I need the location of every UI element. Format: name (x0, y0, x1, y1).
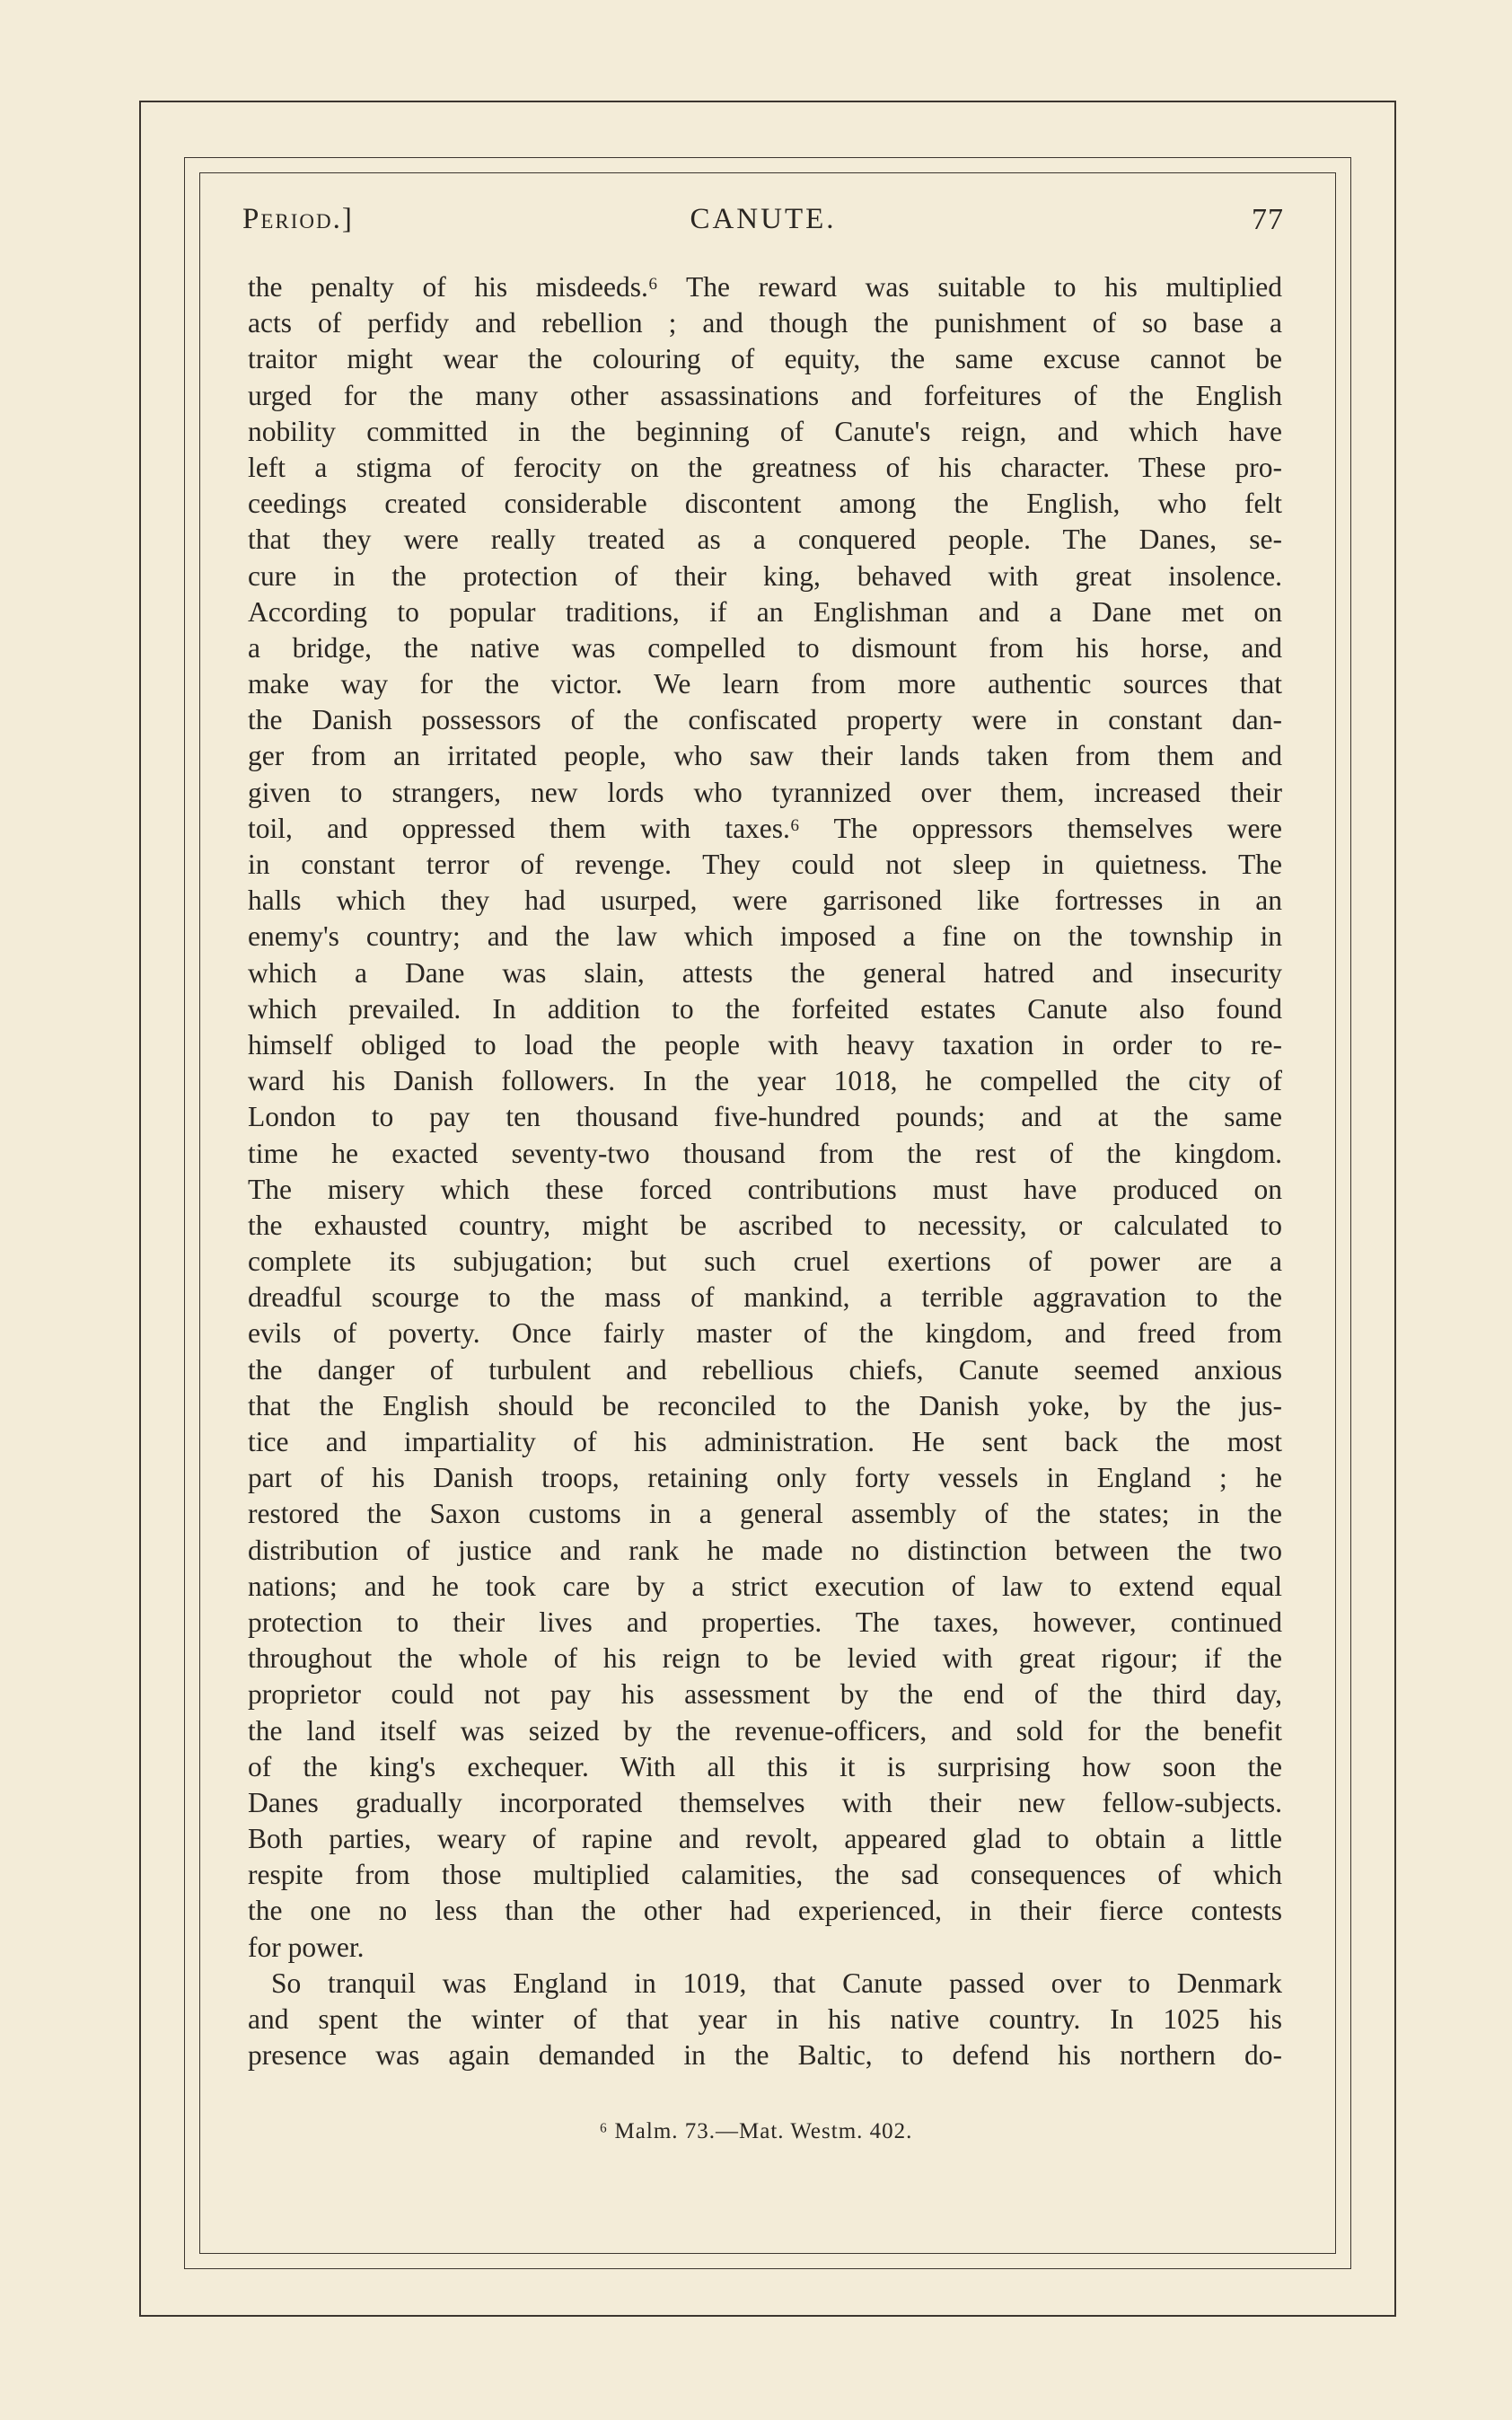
text-line: complete its subjugation; but such cruel exertions of power are a (248, 1245, 1282, 1278)
text-line: ward his Danish followers. In the year 1018, he compelled the city of (248, 1065, 1282, 1097)
text-line: the land itself was seized by the revenue-officers, and sold for the benefit (248, 1714, 1282, 1747)
text-line: that they were really treated as a conquered people. The Danes, se- (248, 524, 1282, 556)
footnote: ⁶ Malm. 73.—Mat. Westm. 402. (599, 2119, 913, 2143)
text-line: make way for the victor. We learn from more authentic sources that (248, 668, 1282, 700)
text-line: time he exacted seventy-two thousand from the rest of the kingdom. (248, 1137, 1282, 1169)
text-line: London to pay ten thousand five-hundred pounds; and at the same (248, 1101, 1282, 1133)
text-line: presence was again demanded in the Baltic, to defend his northern do- (248, 2039, 1282, 2072)
text-line: nobility committed in the beginning of Canute's reign, and which have (248, 415, 1282, 447)
text-line: urged for the many other assassinations and forfeitures of the English (248, 379, 1282, 411)
text-line: the Danish possessors of the confiscated property were in constant dan- (248, 704, 1282, 736)
text-line: which prevailed. In addition to the forfeited estates Canute also found (248, 992, 1282, 1025)
text-line: enemy's country; and the law which imposed a fine on the township in (248, 920, 1282, 953)
text-line: cure in the protection of their king, behaved with great insolence. (248, 559, 1282, 592)
text-line: the one no less than the other had experienced, in their fierce contests (248, 1895, 1282, 1927)
text-line: toil, and oppressed them with taxes.⁶ The oppressors themselves were (248, 812, 1282, 844)
text-line: distribution of justice and rank he made no distinction between the two (248, 1534, 1282, 1566)
text-line: So tranquil was England in 1019, that Canute passed over to Denmark (271, 1967, 1282, 1999)
text-line: given to strangers, new lords who tyrannized over them, increased their (248, 776, 1282, 808)
text-line: Danes gradually incorporated themselves with their new fellow-subjects. (248, 1786, 1282, 1818)
running-head-title: CANUTE. (690, 203, 837, 235)
text-line: protection to their lives and properties. The taxes, however, continued (248, 1606, 1282, 1638)
text-line: in constant terror of revenge. They could not sleep in quietness. The (248, 849, 1282, 880)
text-line: that the English should be reconciled to the Danish yoke, by the jus- (248, 1389, 1282, 1421)
text-line: proprietor could not pay his assessment by the end of the third day, (248, 1678, 1282, 1711)
text-line: of the king's exchequer. With all this it is surprising how soon the (248, 1750, 1282, 1782)
running-head (242, 203, 1284, 246)
text-line: halls which they had usurped, were garrisoned like fortresses in an (248, 884, 1282, 917)
page-number: 77 (1252, 203, 1284, 236)
text-line: and spent the winter of that year in his native country. In 1025 his (248, 2003, 1282, 2035)
text-line: the danger of turbulent and rebellious chiefs, Canute seemed anxious (248, 1353, 1282, 1386)
text-line: respite from those multiplied calamities, the sad consequences of which (248, 1859, 1282, 1891)
text-line: a bridge, the native was compelled to dismount from his horse, and (248, 631, 1282, 664)
text-line: ger from an irritated people, who saw their lands taken from them and (248, 740, 1282, 772)
text-line: evils of poverty. Once fairly master of the kingdom, and freed from (248, 1317, 1282, 1350)
text-line: for power. (248, 1931, 365, 1963)
text-line: nations; and he took care by a strict execution of law to extend equal (248, 1570, 1282, 1602)
text-line: the penalty of his misdeeds.⁶ The reward was suitable to his multiplied (248, 271, 1282, 303)
text-line: ceedings created considerable discontent among the English, who felt (248, 488, 1282, 520)
text-line: which a Dane was slain, attests the general hatred and insecurity (248, 956, 1282, 989)
body-text (248, 269, 1282, 2073)
text-line: acts of perfidy and rebellion ; and though the punishment of so base a (248, 307, 1282, 339)
text-line: According to popular traditions, if an Englishman and a Dane met on (248, 595, 1282, 628)
text-line: himself obliged to load the people with heavy taxation in order to re- (248, 1028, 1282, 1060)
text-line: restored the Saxon customs in a general assembly of the states; in the (248, 1498, 1282, 1530)
text-line: part of his Danish troops, retaining only forty vessels in England ; he (248, 1462, 1282, 1494)
text-line: traitor might wear the colouring of equity, the same excuse cannot be (248, 343, 1282, 375)
text-line: throughout the whole of his reign to be levied with great rigour; if the (248, 1642, 1282, 1675)
text-line: left a stigma of ferocity on the greatness of his character. These pro- (248, 451, 1282, 483)
text-line: tice and impartiality of his administration. He sent back the most (248, 1426, 1282, 1457)
text-line: dreadful scourge to the mass of mankind, a terrible aggravation to the (248, 1281, 1282, 1314)
text-line: the exhausted country, might be ascribed to necessity, or calculated to (248, 1209, 1282, 1241)
text-line: The misery which these forced contributions must have produced on (248, 1173, 1282, 1205)
text-line: Both parties, weary of rapine and revolt, appeared glad to obtain a little (248, 1823, 1282, 1855)
running-head-section: Period.] (242, 203, 354, 235)
